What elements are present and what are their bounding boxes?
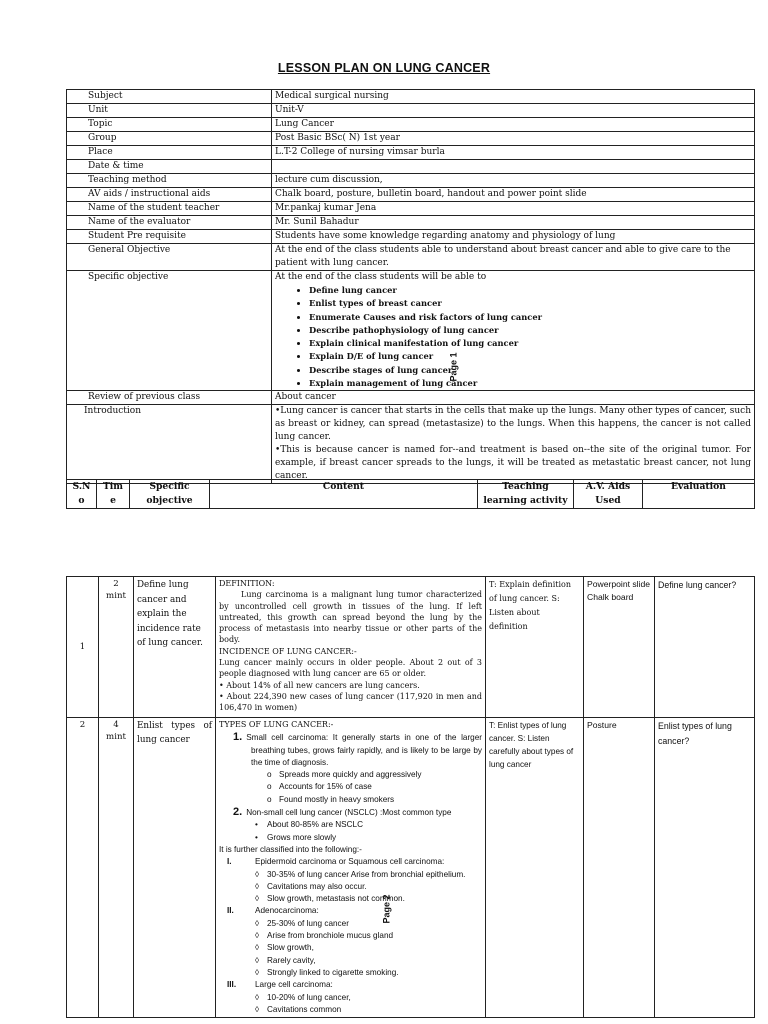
info-row	[67, 160, 755, 174]
sublist-text: Spreads more quickly and aggressively	[279, 770, 422, 780]
roman-text: Epidermoid carcinoma or Squamous cell carcinoma:	[255, 857, 445, 867]
table-row	[67, 577, 755, 718]
row-evaluation: Define lung cancer?	[655, 577, 755, 718]
info-row	[67, 174, 755, 188]
roman-sublist	[219, 992, 482, 1017]
info-value: Chalk board, posture, bulletin board, handout and power point slide	[272, 188, 755, 202]
incidence-bullet: • About 14% of all new cancers are lung cancers.	[219, 680, 420, 690]
review-row	[67, 391, 755, 405]
diamond-bullet-icon: ◊	[255, 1004, 260, 1014]
sublist-item	[219, 869, 482, 881]
roman-text: Adenocarcinoma:	[255, 906, 319, 916]
specific-objective-item: • Enumerate Causes and risk factors of lung cancer	[309, 311, 751, 324]
sublist-text: Cavitations common	[267, 1004, 342, 1014]
diamond-bullet-icon: ◊	[255, 943, 260, 953]
header-av: A.V. Aids Used	[574, 480, 643, 509]
specific-objective-row	[67, 271, 755, 391]
info-value: L.T-2 College of nursing vimsar burla	[272, 146, 755, 160]
sublist-item	[219, 794, 482, 806]
incidence-text: Lung cancer mainly occurs in older people. About 2 out of 3 people diagnosed with lung cancer are 65 or older.	[219, 658, 482, 679]
specific-objective-item: • Enlist types of breast cancer	[309, 297, 751, 310]
info-value: Mr. Sunil Bahadur	[272, 216, 755, 230]
row-tla: T: Enlist types of lung cancer. S: Listen carefully about types of lung cancer	[486, 718, 584, 1018]
diamond-bullet-icon: ◊	[255, 931, 260, 941]
info-value: Mr.pankaj kumar Jena	[272, 202, 755, 216]
info-row	[67, 90, 755, 104]
header-row	[67, 480, 755, 509]
info-label: Introduction	[67, 405, 272, 484]
row-time: 4 mint	[99, 718, 134, 1018]
info-row	[67, 202, 755, 216]
type-number: 1.	[233, 731, 243, 744]
diamond-bullet-icon: ◊	[255, 992, 260, 1002]
sublist-item	[219, 918, 482, 930]
sublist-item	[219, 1004, 482, 1016]
sublist-text: Slow growth,	[267, 943, 314, 953]
introduction-paragraph: •Lung cancer is cancer that starts in the cells that make up the lungs. Many other types of cancer, such as breast or kidney, can spread (metastasize) to the lungs. When this happens, the cancer is not called lung cancer.	[275, 406, 751, 443]
definition-text: Lung carcinoma is a malignant lung tumor characterized by uncontrolled cell growth in tissues of the lung. If left untreated, this growth can spread beyond the lung by the process of metastasis into nearby tissue or other parts of the body.	[219, 590, 482, 645]
classified-text: It is further classified into the following:-	[219, 844, 362, 854]
specific-objective-item: • Explain clinical manifestation of lung cancer	[309, 337, 751, 350]
info-label: Place	[67, 146, 272, 160]
info-label: Name of the student teacher	[67, 202, 272, 216]
sublist-text: Rarely cavity,	[267, 955, 316, 965]
roman-item	[219, 905, 482, 917]
info-value: Lung Cancer	[272, 118, 755, 132]
type-text: Small cell carcinoma: It generally starts in one of the larger breathing tubes, grows fairly rapidly, and is likely to be large by the time of diagnosis.	[246, 733, 482, 767]
sublist-item	[219, 942, 482, 954]
info-value: Students have some knowledge regarding anatomy and physiology of lung	[272, 230, 755, 244]
lesson-content-table	[66, 576, 755, 1018]
sublist-item	[219, 992, 482, 1004]
info-label: Group	[67, 132, 272, 146]
general-objective-row	[67, 244, 755, 271]
sublist-text: Strongly linked to cigarette smoking.	[267, 967, 399, 977]
type-item	[233, 731, 482, 769]
bullet-icon: •	[255, 820, 258, 830]
specific-objective-cell	[272, 271, 755, 391]
info-value: Medical surgical nursing	[272, 90, 755, 104]
sublist-text: Found mostly in heavy smokers	[279, 794, 395, 804]
sublist-item	[219, 769, 482, 781]
row-av: Powerpoint slide Chalk board	[584, 577, 655, 718]
header-tla: Teaching learning activity	[478, 480, 574, 509]
diamond-bullet-icon: ◊	[255, 881, 260, 891]
info-row	[67, 132, 755, 146]
header-sn: S.N o	[67, 480, 97, 509]
specific-objective-item: • Describe pathophysiology of lung cancer	[309, 324, 751, 337]
specific-objective-item: • Describe stages of lung cancer	[309, 364, 751, 377]
specific-objective-list	[275, 284, 751, 390]
page-number-stamp: Page 1	[448, 352, 459, 382]
diamond-bullet-icon: ◊	[255, 918, 260, 928]
sublist-item	[219, 781, 482, 793]
sublist-item	[219, 832, 482, 844]
diamond-bullet-icon: ◊	[255, 967, 260, 977]
info-value: About cancer	[272, 391, 755, 405]
row-objective: Define lung cancer and explain the incidence rate of lung cancer.	[134, 577, 216, 718]
info-row	[67, 146, 755, 160]
circle-bullet-icon: o	[267, 782, 272, 792]
type-sublist	[219, 769, 482, 806]
bullet-icon: •	[255, 832, 258, 842]
info-label: Name of the evaluator	[67, 216, 272, 230]
sublist-text: 30-35% of lung cancer Arise from bronchial epithelium.	[267, 869, 466, 879]
lesson-header-table	[66, 479, 755, 509]
info-row	[67, 118, 755, 132]
sublist-text: Accounts for 15% of case	[279, 782, 372, 792]
diamond-bullet-icon: ◊	[255, 955, 260, 965]
sublist-item	[219, 955, 482, 967]
header-time: Tim e	[97, 480, 130, 509]
roman-number: II.	[227, 906, 234, 916]
row-objective: Enlist types of lung cancer	[134, 718, 216, 1018]
type-text: Non-small cell lung cancer (NSCLC) :Most common type	[246, 808, 452, 818]
specific-objective-item: • Define lung cancer	[309, 284, 751, 297]
info-label: Subject	[67, 90, 272, 104]
header-content: Content	[210, 480, 478, 509]
sublist-text: Cavitations may also occur.	[267, 881, 367, 891]
type-number: 2.	[233, 806, 243, 819]
info-value: At the end of the class students able to understand about breast cancer and able to give care to the patient with lung cancer.	[272, 244, 755, 271]
roman-text: Large cell carcinoma:	[255, 980, 333, 990]
info-value: lecture cum discussion,	[272, 174, 755, 188]
info-label: Teaching method	[67, 174, 272, 188]
info-label: AV aids / instructional aids	[67, 188, 272, 202]
incidence-heading: INCIDENCE OF LUNG CANCER:-	[219, 646, 357, 656]
sublist-text: Grows more slowly	[267, 832, 337, 842]
info-value: Post Basic BSc( N) 1st year	[272, 132, 755, 146]
roman-sublist	[219, 869, 482, 906]
info-label: Review of previous class	[67, 391, 272, 405]
sublist-item	[219, 881, 482, 893]
diamond-bullet-icon: ◊	[255, 894, 260, 904]
definition-heading: DEFINITION:	[219, 579, 275, 588]
row-av: Posture	[584, 718, 655, 1018]
sublist-text: 25-30% of lung cancer	[267, 918, 349, 928]
info-row	[67, 188, 755, 202]
info-label: Date & time	[67, 160, 272, 174]
page-title: LESSON PLAN ON LUNG CANCER	[277, 61, 491, 75]
info-label: General Objective	[67, 244, 272, 271]
sublist-text: About 80-85% are NSCLC	[267, 820, 364, 830]
row-sn: 2	[67, 718, 99, 1018]
header-evaluation: Evaluation	[643, 480, 755, 509]
row-evaluation: Enlist types of lung cancer?	[655, 718, 755, 1018]
row-sn: 1	[67, 577, 99, 718]
info-label: Specific objective	[67, 271, 272, 391]
info-row	[67, 104, 755, 118]
circle-bullet-icon: o	[267, 794, 272, 804]
sublist-item	[219, 819, 482, 831]
roman-item	[219, 979, 482, 991]
lesson-info-table	[66, 89, 755, 484]
info-row	[67, 216, 755, 230]
row-time: 2 mint	[99, 577, 134, 718]
circle-bullet-icon: o	[267, 770, 272, 780]
roman-item	[219, 856, 482, 868]
introduction-cell	[272, 405, 755, 484]
row-tla: T: Explain definition of lung cancer. S: Listen about definition	[486, 577, 584, 718]
types-heading: TYPES OF LUNG CANCER:-	[219, 720, 334, 729]
sublist-item	[219, 930, 482, 942]
roman-number: I.	[227, 857, 232, 867]
info-value: Unit-V	[272, 104, 755, 118]
sublist-item	[219, 967, 482, 979]
info-label: Topic	[67, 118, 272, 132]
sublist-item	[219, 893, 482, 905]
header-objective: Specific objective	[130, 480, 210, 509]
specific-objective-item: • Explain management of lung cancer	[309, 377, 751, 390]
sublist-text: 10-20% of lung cancer,	[267, 992, 351, 1002]
sublist-text: Slow growth, metastasis not common.	[267, 894, 405, 904]
info-value	[272, 160, 755, 174]
roman-number: III.	[227, 980, 237, 990]
roman-sublist	[219, 918, 482, 979]
diamond-bullet-icon: ◊	[255, 869, 260, 879]
table-row	[67, 718, 755, 1018]
type-sublist	[219, 819, 482, 844]
type-item	[233, 806, 482, 819]
introduction-row	[67, 405, 755, 484]
page-number-stamp: Page 2	[381, 894, 392, 924]
info-label: Unit	[67, 104, 272, 118]
row-content	[216, 718, 486, 1018]
info-label: Student Pre requisite	[67, 230, 272, 244]
sublist-text: Arise from bronchiole mucus gland	[267, 931, 394, 941]
incidence-bullet: • About 224,390 new cases of lung cancer (117,920 in men and 106,470 in women)	[219, 691, 482, 713]
specific-objective-item: • Explain D/E of lung cancer	[309, 350, 751, 363]
introduction-paragraph: •This is because cancer is named for--and treatment is based on--the site of the original tumor. For example, if breast cancer spreads to the lungs, it will be treated as metastatic breast cancer, not lung cancer.	[275, 445, 751, 482]
specific-objective-intro: At the end of the class students will be able to	[275, 272, 487, 282]
info-row	[67, 230, 755, 244]
row-content	[216, 577, 486, 718]
